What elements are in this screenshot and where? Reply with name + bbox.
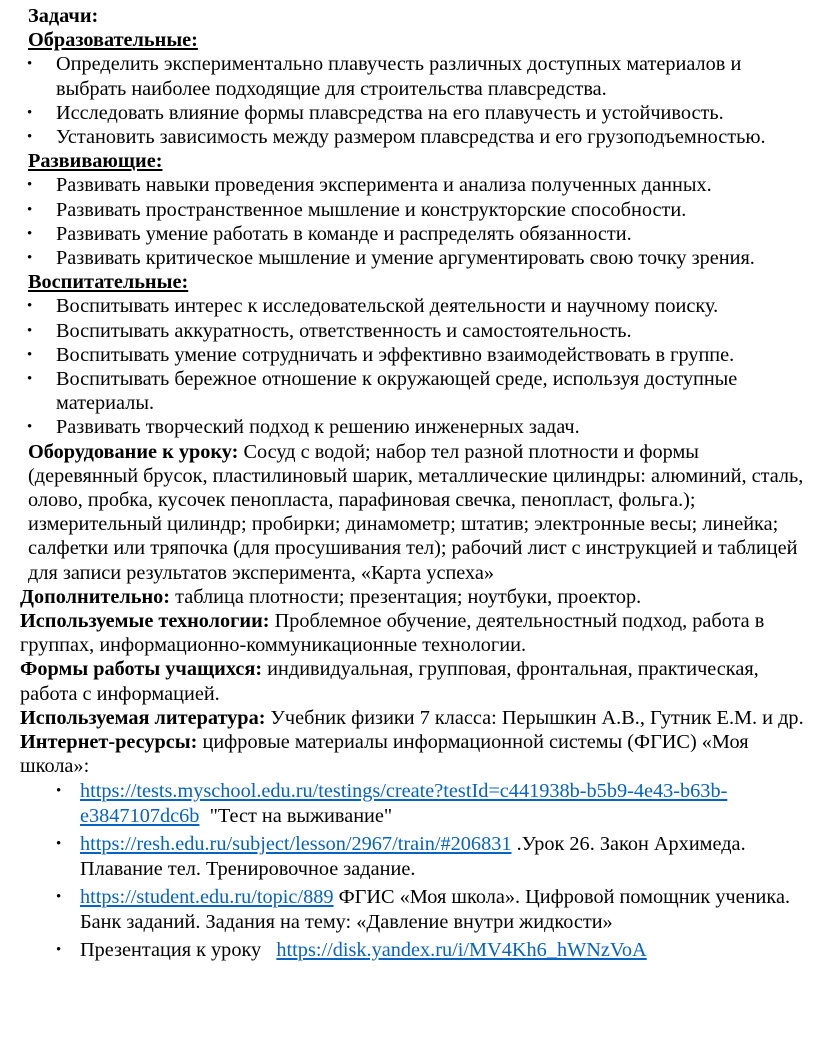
literature-label: Используемая литература: <box>20 706 266 729</box>
section-heading-developmental: Развивающие: <box>28 150 163 173</box>
bullet-icon: • <box>56 835 62 852</box>
bullet-icon: • <box>27 225 33 242</box>
resource-link-tests[interactable]: https://tests.myschool.edu.ru/testings/create?testId=c441938b-b5b9-4e43-b63b-e3847107dc6b <box>80 779 728 827</box>
resource-link-presentation[interactable]: https://disk.yandex.ru/i/MV4Kh6_hWNzVoA <box>276 938 647 961</box>
resource-desc: .Урок 26. Закон Архимеда. Плавание тел. Тренировочное задание. <box>80 832 746 880</box>
work-forms-text: индивидуальная, групповая, фронтальная, практическая, работа с информацией. <box>20 658 759 705</box>
bullet-icon: • <box>27 322 33 339</box>
bullet-icon: • <box>56 782 62 799</box>
list-item-text: Развивать навыки проведения эксперимента и анализа полученных данных. <box>56 174 712 197</box>
bullet-icon: • <box>27 129 33 146</box>
list-item <box>24 222 806 246</box>
section-heading-educational: Образовательные: <box>28 29 198 52</box>
additional-text: таблица плотности; презентация; ноутбуки, проектор. <box>170 585 642 608</box>
list-item <box>24 198 806 222</box>
list-item <box>24 125 806 149</box>
bullet-icon: • <box>27 419 33 436</box>
list-item <box>24 343 806 367</box>
resource-desc: "Тест на выживание" <box>199 804 393 827</box>
resource-prefix: Презентация к уроку <box>80 938 277 961</box>
list-item <box>24 415 806 439</box>
list-item-text: Установить зависимость между размером плавсредства и его грузоподъемностью. <box>56 126 766 149</box>
bullet-icon: • <box>27 177 33 194</box>
work-forms-paragraph <box>20 657 806 705</box>
resource-link-resh[interactable]: https://resh.edu.ru/subject/lesson/2967/train/#206831 <box>80 832 512 855</box>
bullet-icon: • <box>27 201 33 218</box>
technologies-label: Используемые технологии: <box>20 610 270 633</box>
bullet-icon: • <box>27 371 33 388</box>
list-item-text: Развивать критическое мышление и умение аргументировать свою точку зрения. <box>56 247 755 270</box>
developmental-list <box>24 173 806 270</box>
resource-item <box>54 779 806 829</box>
resource-item <box>54 832 806 882</box>
additional-label: Дополнительно: <box>20 585 171 608</box>
resource-item <box>54 938 806 963</box>
internet-paragraph <box>20 730 806 778</box>
resource-link-student[interactable]: https://student.edu.ru/topic/889 <box>80 885 334 908</box>
list-item <box>24 367 806 415</box>
list-item-text: Воспитывать интерес к исследовательской деятельности и научному поиску. <box>56 295 719 318</box>
equipment-paragraph <box>24 440 806 585</box>
bullet-icon: • <box>27 56 33 73</box>
resource-item <box>54 885 806 935</box>
upbringing-list <box>24 294 806 439</box>
list-item <box>24 173 806 197</box>
equipment-label: Оборудование к уроку: <box>28 440 239 463</box>
list-item-text: Воспитывать бережное отношение к окружающей среде, используя доступные материалы. <box>56 368 738 415</box>
list-item-text: Воспитывать аккуратность, ответственность и самостоятельность. <box>56 319 632 342</box>
list-item <box>24 294 806 318</box>
list-item-text: Развивать пространственное мышление и конструкторские способности. <box>56 198 687 221</box>
equipment-text: Сосуд с водой; набор тел разной плотности и формы (деревянный брусок, пластилиновый шарик, металлические цилиндры: алюминий, сталь, олово, пробка, кусочек пенопласта, парафиновая свечка, пенопласт, фольга.); измерительный цилиндр; пробирки; динамометр; штатив; электронные весы; линейка; салфетки или тряпочка (для просушивания тел); рабочий лист с инструкцией и таблицей для записи результатов эксперимента, «Карта успеха» <box>28 440 804 584</box>
literature-text: Учебник физики 7 класса: Перышкин А.В., Гутник Е.М. и др. <box>265 706 804 729</box>
tasks-title: Задачи: <box>28 5 99 27</box>
internet-label: Интернет-ресурсы: <box>20 731 198 754</box>
list-item <box>24 319 806 343</box>
list-item <box>24 52 806 100</box>
additional-paragraph <box>20 585 806 609</box>
section-heading-upbringing: Воспитательные: <box>28 271 189 294</box>
list-item-text: Определить экспериментально плавучесть различных доступных материалов и выбрать наиболее подходящие для строительства плавсредства. <box>56 53 742 100</box>
list-item-text: Развивать творческий подход к решению инженерных задач. <box>56 416 580 439</box>
list-item-text: Воспитывать умение сотрудничать и эффективно взаимодействовать в группе. <box>56 343 735 366</box>
resource-desc: ФГИС «Моя школа». Цифровой помощник ученика. Банк заданий. Задания на тему: «Давление внутри жидкости» <box>80 885 791 933</box>
literature-paragraph <box>20 706 806 730</box>
bullet-icon: • <box>56 941 62 958</box>
technologies-text: Проблемное обучение, деятельностный подход, работа в группах, информационно-коммуникационные технологии. <box>20 610 765 657</box>
bullet-icon: • <box>27 250 33 267</box>
list-item-text: Исследовать влияние формы плавсредства на его плавучесть и устойчивость. <box>56 101 724 124</box>
educational-list <box>24 52 806 149</box>
technologies-paragraph <box>20 609 806 657</box>
internet-text: цифровые материалы информационной системы (ФГИС) «Моя школа»: <box>20 731 749 778</box>
list-item <box>24 101 806 125</box>
list-item <box>24 246 806 270</box>
bullet-icon: • <box>56 888 62 905</box>
resource-list <box>24 779 806 963</box>
bullet-icon: • <box>27 298 33 315</box>
list-item-text: Развивать умение работать в команде и распределять обязанности. <box>56 222 632 245</box>
bullet-icon: • <box>27 104 33 121</box>
bullet-icon: • <box>27 346 33 363</box>
work-forms-label: Формы работы учащихся: <box>20 658 263 681</box>
